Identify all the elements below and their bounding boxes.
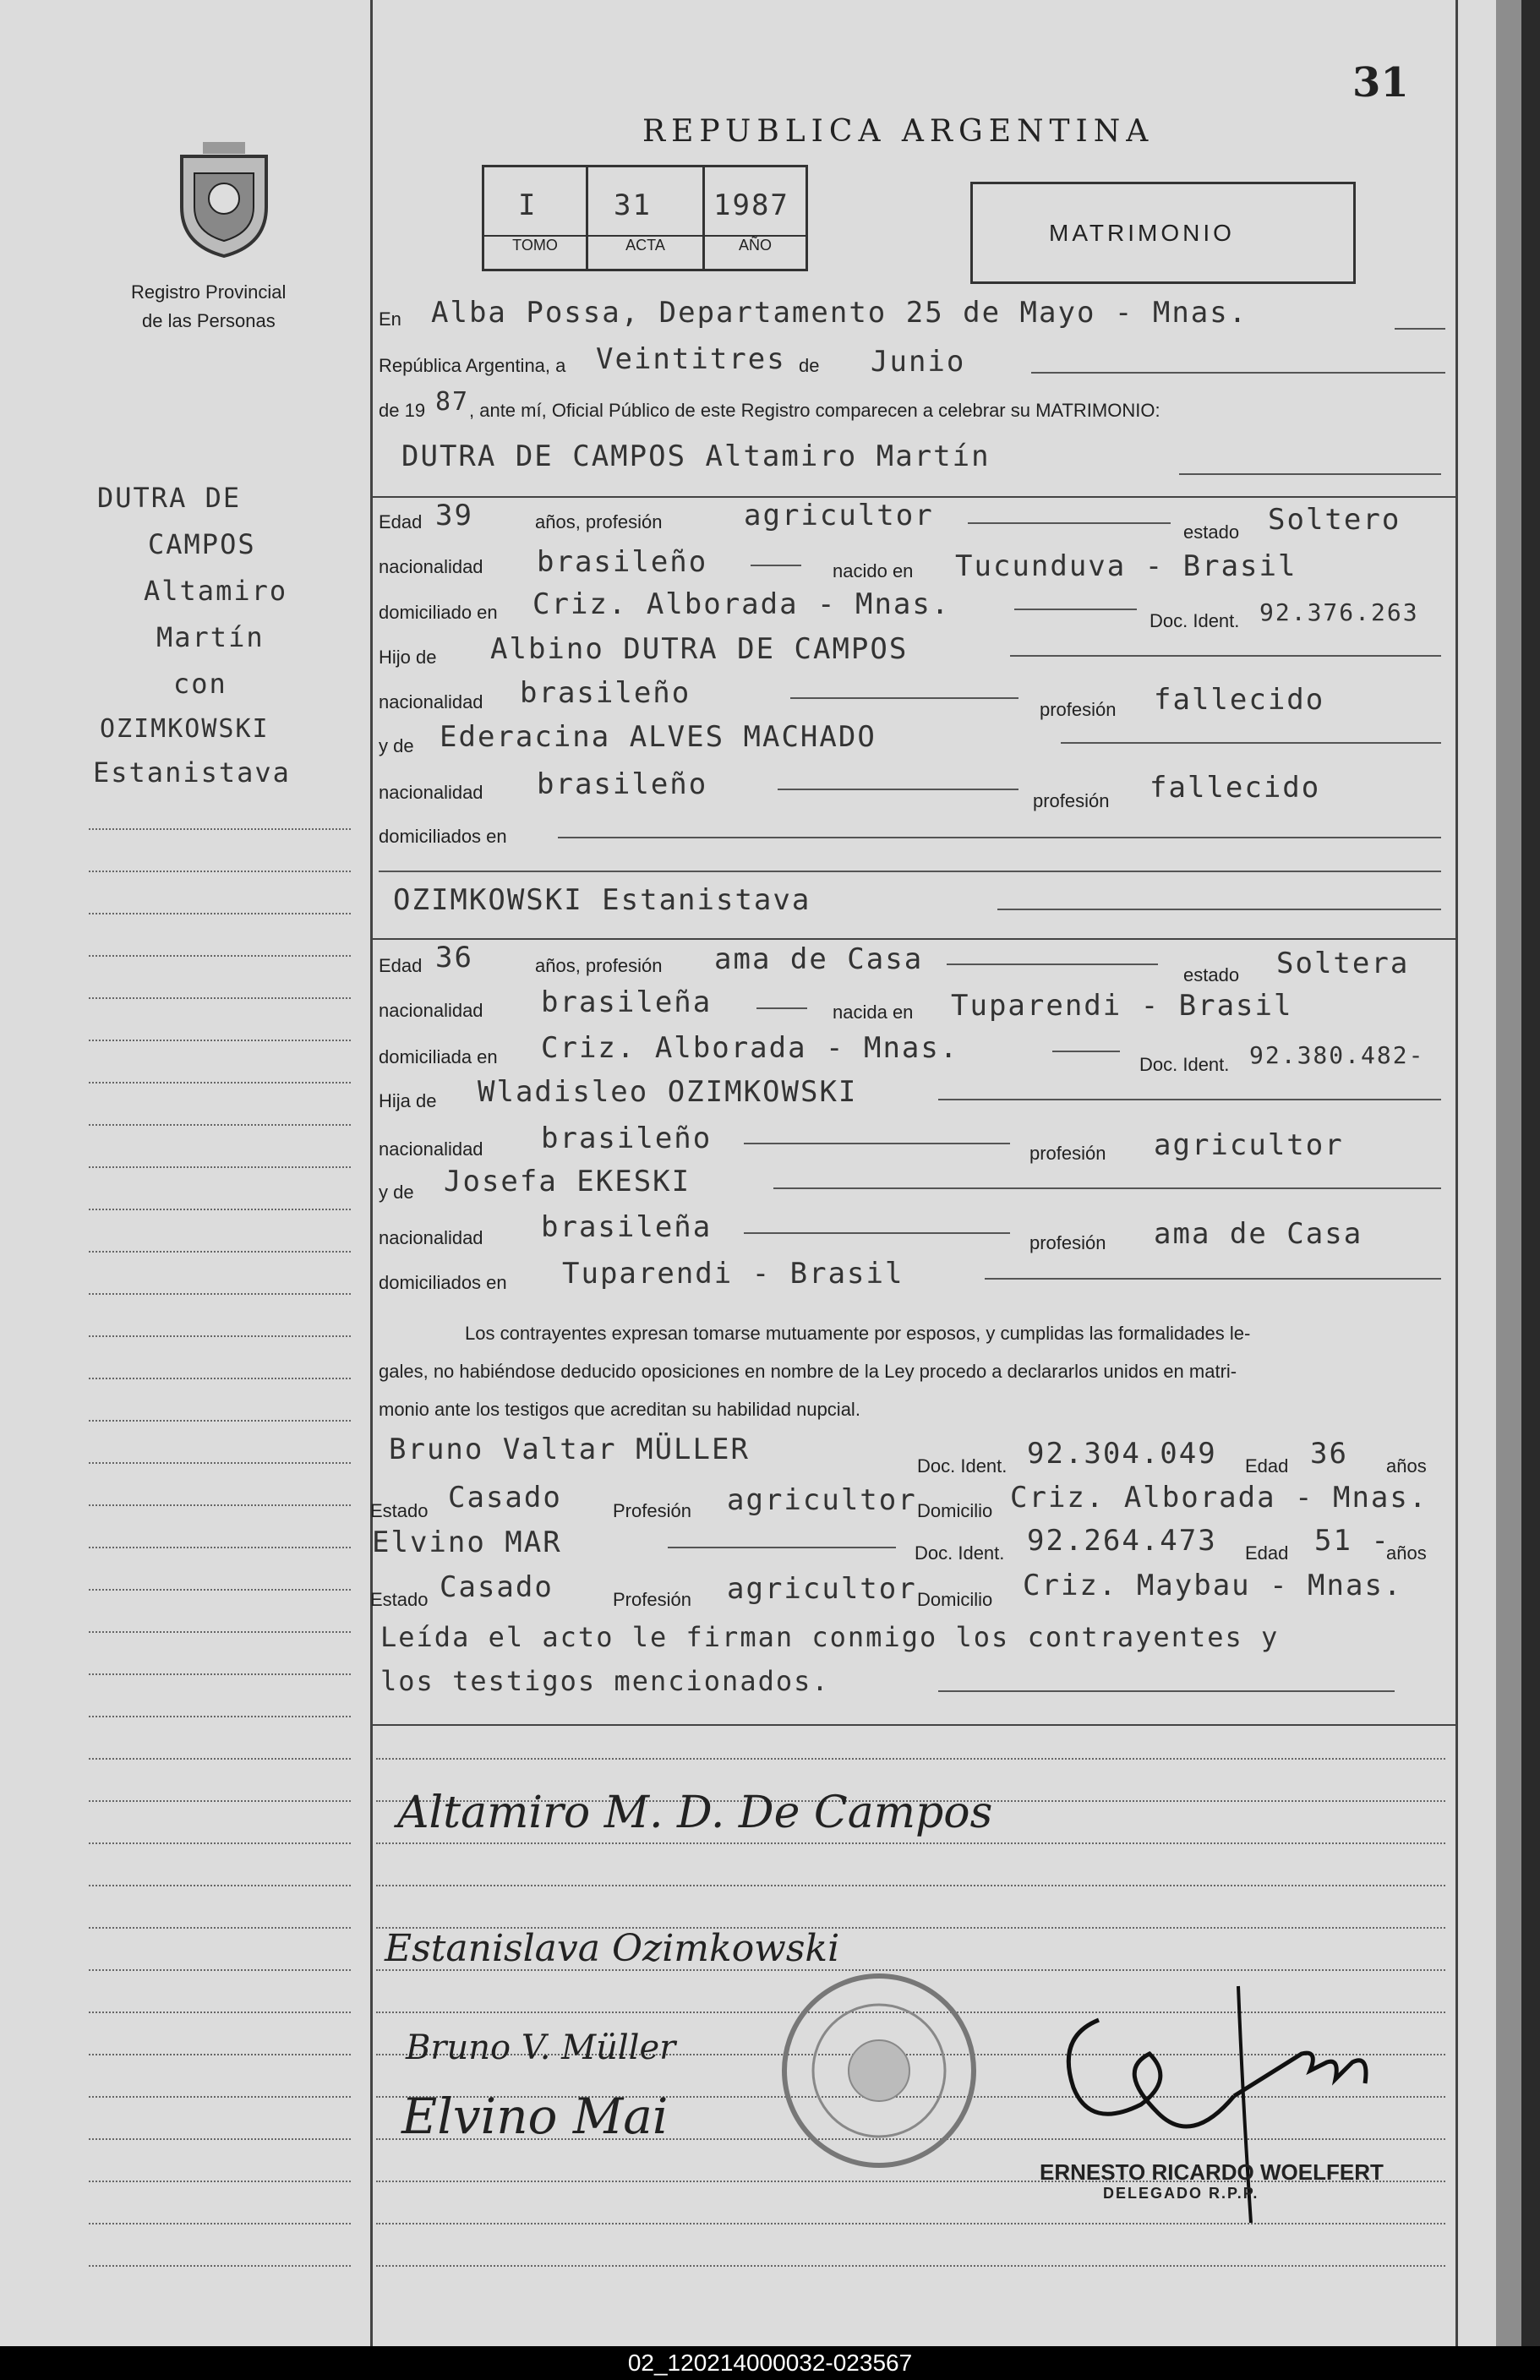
bride-mother-profession: ama de Casa xyxy=(1154,1217,1363,1251)
record-box xyxy=(482,165,808,271)
margin-note-7: Estanistava xyxy=(93,756,291,789)
republica-label: República Argentina, a xyxy=(379,355,566,376)
groom-age: 39 xyxy=(435,499,473,532)
registry-line-1: Registro Provincial xyxy=(131,281,287,303)
bride-hija-label: Hija de xyxy=(379,1090,437,1111)
witness2-profession: agricultor xyxy=(727,1572,917,1606)
witness2-status: Casado xyxy=(440,1570,554,1604)
groom-section-rule xyxy=(372,496,1455,498)
bride-age: 36 xyxy=(435,941,473,974)
bride-parents-dom-label: domiciliados en xyxy=(379,1272,507,1293)
groom-mother-nat-label: nacionalidad xyxy=(379,782,483,803)
de-label: de xyxy=(799,355,820,376)
witness1-name: Bruno Valtar MÜLLER xyxy=(389,1433,750,1466)
intro-day: Veintitres xyxy=(596,342,786,376)
bride-nacida-label: nacida en xyxy=(833,1002,914,1023)
scan-footer-id: 02_120214000032-023567 xyxy=(0,2346,1540,2380)
bride-mother: Josefa EKESKI xyxy=(444,1165,691,1198)
bride-mother-nationality: brasileña xyxy=(541,1210,713,1244)
page-number: 31 xyxy=(1352,59,1409,106)
bride-signature: Estanislava Ozimkowski xyxy=(385,1927,840,1970)
groom-status: Soltero xyxy=(1268,503,1401,537)
bride-anos-profesion-label: años, profesión xyxy=(535,955,663,976)
closing-line-1: Leída el acto le firman conmigo los contrayentes y xyxy=(380,1621,1280,1653)
misiones-seal-icon xyxy=(173,139,275,258)
statement-line-3: monio ante los testigos que acreditan su habilidad nupcial. xyxy=(379,1399,860,1420)
type-box xyxy=(970,182,1356,284)
groom-anos-profesion-label: años, profesión xyxy=(535,511,663,532)
bride-status: Soltera xyxy=(1276,947,1410,980)
bride-estado-label: estado xyxy=(1183,964,1240,985)
groom-domicilio-label: domiciliado en xyxy=(379,602,498,623)
registry-line-2: de las Personas xyxy=(142,310,276,331)
witness1-profession: agricultor xyxy=(727,1483,917,1517)
bride-nationality-label: nacionalidad xyxy=(379,1000,483,1021)
witness1-domicilio-label: Domicilio xyxy=(917,1500,993,1521)
ano-label: AÑO xyxy=(705,235,805,254)
bride-name: OZIMKOWSKI Estanistava xyxy=(393,883,811,917)
margin-note-6: OZIMKOWSKI xyxy=(100,714,270,744)
statement-line-2: gales, no habiéndose deducido oposiciones en nombre de la Ley procedo a declararlos unidos en matri- xyxy=(379,1361,1237,1382)
witness2-doc: 92.264.473 xyxy=(1027,1524,1217,1558)
official-seal-icon xyxy=(778,1969,980,2172)
closing-rule xyxy=(372,1724,1455,1726)
bride-yde-label: y de xyxy=(379,1182,414,1203)
bride-address: Criz. Alborada - Mnas. xyxy=(541,1031,959,1065)
bride-mother-nat-label: nacionalidad xyxy=(379,1227,483,1248)
groom-hijo-label: Hijo de xyxy=(379,647,437,668)
groom-mother-nationality: brasileño xyxy=(537,767,708,801)
type-label: MATRIMONIO xyxy=(1049,220,1235,246)
groom-profession: agricultor xyxy=(744,499,934,532)
bride-father-nat-label: nacionalidad xyxy=(379,1138,483,1160)
bride-doc-label: Doc. Ident. xyxy=(1139,1054,1230,1075)
witness2-anos-label: años xyxy=(1386,1542,1427,1564)
witness2-domicilio-label: Domicilio xyxy=(917,1589,993,1610)
official-name: ERNESTO RICARDO WOELFERT xyxy=(1040,2159,1384,2185)
bride-father-prof-label: profesión xyxy=(1029,1143,1106,1164)
official-title: DELEGADO R.P.P. xyxy=(1103,2185,1259,2202)
statement-line-1: Los contrayentes expresan tomarse mutuamente por esposos, y cumplidas las formalidades le- xyxy=(465,1323,1251,1344)
ano-cell xyxy=(705,167,805,269)
witness1-prof-label: Profesión xyxy=(613,1500,691,1521)
book-spine xyxy=(1496,0,1521,2346)
margin-note-5: con xyxy=(173,668,227,700)
witness1-doc: 92.304.049 xyxy=(1027,1437,1217,1471)
witness2-signature: Elvino Mai xyxy=(401,2088,669,2145)
bride-doc: 92.380.482- xyxy=(1249,1041,1425,1069)
bride-nationality: brasileña xyxy=(541,985,713,1019)
witness1-edad-label: Edad xyxy=(1245,1455,1289,1477)
ano-value: 1987 xyxy=(713,188,789,222)
year-suffix: 87 xyxy=(435,387,470,417)
groom-nationality-label: nacionalidad xyxy=(379,556,483,577)
witness2-prof-label: Profesión xyxy=(613,1589,691,1610)
groom-doc-label: Doc. Ident. xyxy=(1150,610,1240,631)
bride-father: Wladisleo OZIMKOWSKI xyxy=(478,1075,858,1109)
tomo-value: I xyxy=(518,188,538,222)
acta-value: 31 xyxy=(614,188,652,222)
groom-estado-label: estado xyxy=(1183,521,1240,543)
witness1-signature: Bruno V. Müller xyxy=(406,2028,676,2067)
groom-doc: 92.376.263 xyxy=(1259,598,1419,626)
bride-father-profession: agricultor xyxy=(1154,1128,1344,1162)
acta-cell xyxy=(588,167,705,269)
margin-note-3: Altamiro xyxy=(144,575,288,607)
groom-parents-dom-label: domiciliados en xyxy=(379,826,507,847)
country-heading: REPUBLICA ARGENTINA xyxy=(642,114,1155,149)
intro-place: Alba Possa, Departamento 25 de Mayo - Mnas. xyxy=(431,296,1248,330)
witness1-address: Criz. Alborada - Mnas. xyxy=(1010,1481,1428,1515)
groom-name: DUTRA DE CAMPOS Altamiro Martín xyxy=(401,439,991,473)
groom-address: Criz. Alborada - Mnas. xyxy=(532,587,951,621)
tomo-label: TOMO xyxy=(484,235,586,254)
groom-father: Albino DUTRA DE CAMPOS xyxy=(490,632,909,666)
witness2-age: 51 - xyxy=(1314,1524,1390,1558)
year-prefix: de 19 xyxy=(379,400,426,421)
groom-nationality: brasileño xyxy=(537,545,708,579)
bride-section-rule xyxy=(372,938,1455,940)
intro-month: Junio xyxy=(871,345,966,379)
bride-parents-address: Tuparendi - Brasil xyxy=(562,1257,904,1291)
groom-mother-prof-label: profesión xyxy=(1033,790,1110,811)
groom-edad-label: Edad xyxy=(379,511,423,532)
groom-yde-label: y de xyxy=(379,735,414,756)
witness1-status: Casado xyxy=(448,1481,562,1515)
witness1-age: 36 xyxy=(1310,1437,1348,1471)
groom-mother: Ederacina ALVES MACHADO xyxy=(440,720,876,754)
witness2-name: Elvino MAR xyxy=(372,1526,562,1559)
witness2-edad-label: Edad xyxy=(1245,1542,1289,1564)
right-margin-rule xyxy=(1455,0,1458,2346)
groom-signature: Altamiro M. D. De Campos xyxy=(397,1788,993,1838)
groom-birthplace: Tucunduva - Brasil xyxy=(955,549,1297,583)
groom-father-profession: fallecido xyxy=(1154,683,1325,717)
bride-edad-label: Edad xyxy=(379,955,423,976)
bride-mother-prof-label: profesión xyxy=(1029,1232,1106,1253)
acta-label: ACTA xyxy=(588,235,702,254)
bride-father-nationality: brasileño xyxy=(541,1122,713,1155)
groom-father-prof-label: profesión xyxy=(1040,699,1117,720)
bride-profession: ama de Casa xyxy=(714,942,924,976)
groom-nacido-label: nacido en xyxy=(833,560,914,581)
witness2-estado-label: Estado xyxy=(370,1589,429,1610)
tomo-cell xyxy=(484,167,588,269)
margin-note-1: DUTRA DE xyxy=(97,482,242,514)
witness2-address: Criz. Maybau - Mnas. xyxy=(1023,1569,1403,1602)
margin-note-4: Martín xyxy=(156,621,265,653)
witness2-doc-label: Doc. Ident. xyxy=(915,1542,1005,1564)
ante-text: , ante mí, Oficial Público de este Registro comparecen a celebrar su MATRIMONIO: xyxy=(469,400,1160,421)
margin-note-2: CAMPOS xyxy=(148,528,256,560)
bride-domicilio-label: domiciliada en xyxy=(379,1046,498,1067)
left-margin-rule xyxy=(370,0,373,2346)
closing-line-2: los testigos mencionados. xyxy=(380,1665,830,1697)
groom-mother-profession: fallecido xyxy=(1150,771,1321,805)
bride-birthplace: Tuparendi - Brasil xyxy=(951,989,1293,1023)
witness1-doc-label: Doc. Ident. xyxy=(917,1455,1008,1477)
witness1-estado-label: Estado xyxy=(370,1500,429,1521)
en-label: En xyxy=(379,308,401,330)
groom-father-nationality: brasileño xyxy=(520,676,691,710)
groom-father-nat-label: nacionalidad xyxy=(379,691,483,712)
witness1-anos-label: años xyxy=(1386,1455,1427,1477)
